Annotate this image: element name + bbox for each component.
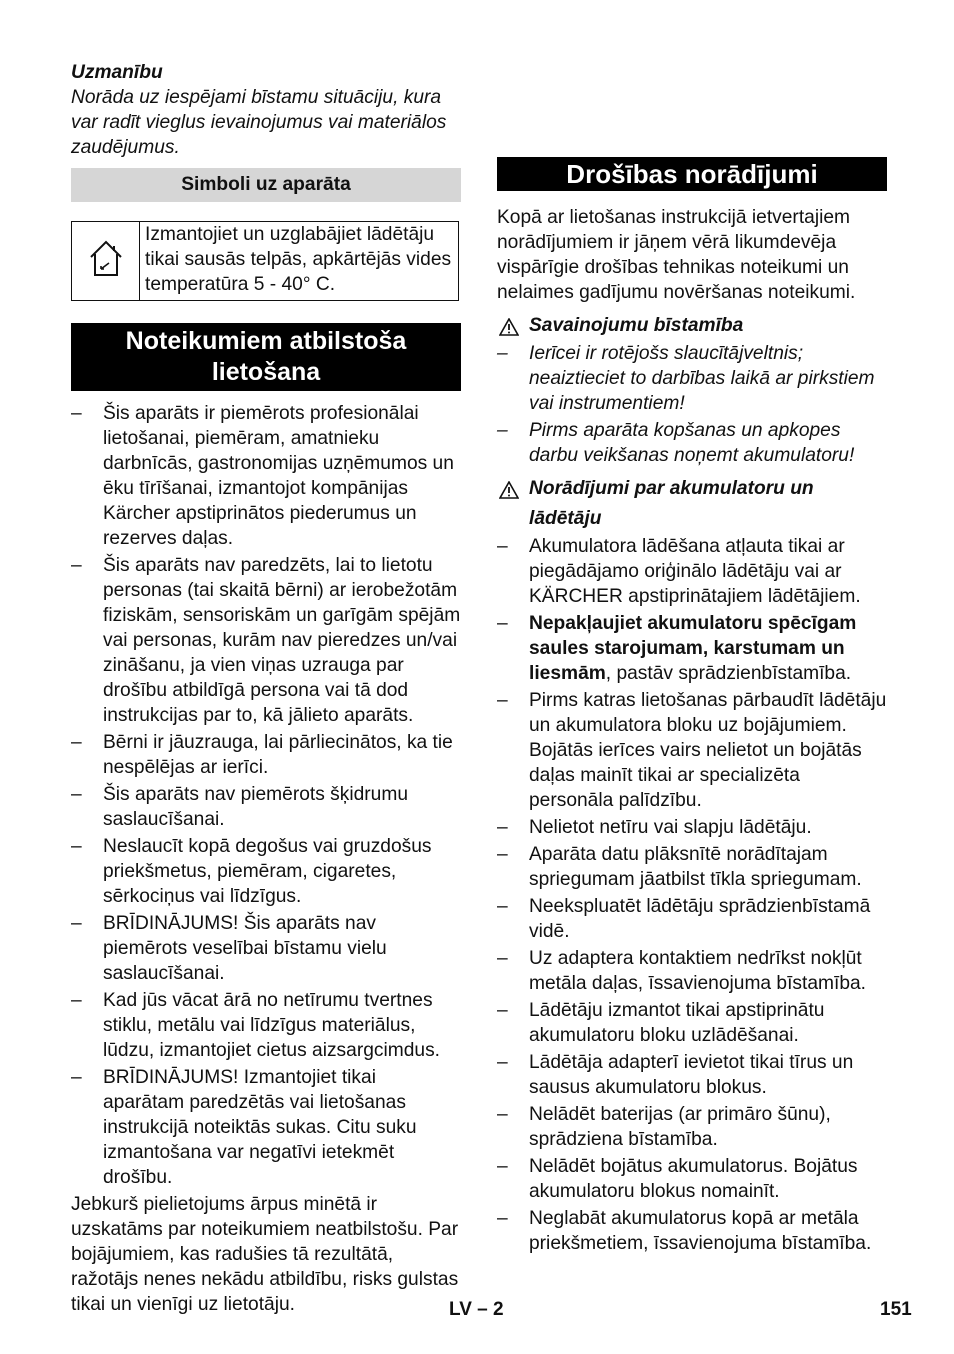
list-item: – Lādētāju izmantot tikai apstiprinātu akumulatoru bloku uzlādēšanai. xyxy=(497,1000,825,1046)
safety-heading: Drošības norādījumi xyxy=(497,157,887,191)
right-column xyxy=(497,60,887,1258)
injury-warning-heading: Savainojumu bīstamība xyxy=(497,311,887,341)
list-item: – Neslaucīt kopā degošus vai gruzdošus priekšmetus, piemēram, cigaretes, sērkociņus vai līdzīgus. xyxy=(71,836,432,907)
list-item: – BRĪDINĀJUMS! Izmantojiet tikai aparātam paredzētās vai lietošanas instrukcijā noteiktās sukas. Citu suku izmantošana var negatīvi ietekmēt drošību. xyxy=(71,1067,417,1188)
list-item: – Uz adaptera kontaktiem nedrīkst nokļūt metāla daļas, īssavienojuma bīstamība. xyxy=(497,948,867,994)
list-item: – Neekspluatēt lādētāju sprādzienbīstamā vidē. xyxy=(497,896,871,942)
list-item: – Nelādēt bojātus akumulatorus. Bojātus akumulatoru blokus nomainīt. xyxy=(497,1156,858,1202)
symbols-icon-cell xyxy=(72,222,140,301)
intended-use-closing: Jebkurš pielietojums ārpus minētā ir uzskatāms par noteikumiem neatbilstošu. Par bojājumiem, kas radušies tā rezultātā, ražotājs nenes nekādu atbildību, risks gulstas tikai un vienīgi uz lietotāju. xyxy=(71,1194,459,1315)
list-item: – Nelietot netīru vai slapju lādētāju. xyxy=(497,817,812,838)
page-number: 151 xyxy=(880,1299,912,1320)
symbols-heading: Simboli uz aparāta xyxy=(71,168,461,202)
symbols-text: Izmantojiet un uzglabājiet lādētāju tikai sausās telpās, apkārtējās vides temperatūra 5 - 40° C. xyxy=(140,222,459,301)
list-item: – Kad jūs vācat ārā no netīrumu tvertnes stiklu, metālu vai līdzīgus materiālus, lūdzu, izmantojiet cietus aizsargcimdus. xyxy=(71,990,440,1061)
list-item: – Neglabāt akumulatorus kopā ar metāla priekšmetiem, īssavienojuma bīstamība. xyxy=(497,1208,872,1254)
injury-list xyxy=(497,341,887,468)
intended-use-list xyxy=(71,401,461,1190)
list-item: – Nelādēt baterijas (ar primāro šūnu), sprādziena bīstamība. xyxy=(497,1104,831,1150)
list-item: – Lādētāja adapterī ievietot tikai tīrus un sausus akumulatoru blokus. xyxy=(497,1052,854,1098)
warning-triangle-icon xyxy=(499,479,519,509)
list-item: – Pirms aparāta kopšanas un apkopes darbu veikšanas noņemt akumulatoru! xyxy=(497,420,855,466)
intended-use-heading: Noteikumiem atbilstoša lietošana xyxy=(71,323,461,391)
footer-language-section: LV – 2 xyxy=(449,1299,504,1320)
symbols-table xyxy=(71,221,459,301)
list-item: – Šis aparāts ir piemērots profesionālai lietošanai, piemēram, amatnieku darbnīcās, gastronomijas uzņēmumos un ēku tīrīšanai, izmantojot kompānijas Kärcher apstiprinātos piederumus un rezerves daļas. xyxy=(71,403,454,549)
list-item: – Šis aparāts nav paredzēts, lai to lietotu personas (tai skaitā bērni) ar ierobežotām fiziskām, sensoriskām un garīgām spējām vai personas, kurām nav pieredzes un/vai zināšanu, ja vien viņas uzrauga par drošību atbildīgā persona vai tā dod instrukcijas par to, kā jālieto aparāts. xyxy=(71,555,461,726)
house-icon xyxy=(87,263,125,284)
list-item: – Bērni ir jāuzrauga, lai pārliecinātos, ka tie nespēlējas ar ierīci. xyxy=(71,732,453,778)
caution-title: Uzmanību xyxy=(71,62,163,83)
list-item: – Akumulatora lādēšana atļauta tikai ar piegādājamo oriģinālo lādētāju vai ar KÄRCHER apstiprinātajiem lādētājiem. xyxy=(497,536,861,607)
list-item: – Šis aparāts nav piemērots šķidrumu saslaucīšanai. xyxy=(71,784,408,830)
battery-warning-heading: Norādījumi par akumulatoru un lādētāju xyxy=(497,474,887,534)
safety-intro: Kopā ar lietošanas instrukcijā ietvertajiem norādījumiem ir jāņem vērā likumdevēja vispārīgie drošības tehnikas noteikumi un nelaimes gadījumu novēršanas noteikumi. xyxy=(497,207,856,303)
battery-list xyxy=(497,534,887,1256)
list-item: – Ierīcei ir rotējošs slaucītājveltnis; neaiztieciet to darbības laikā ar pirkstiem vai instrumentiem! xyxy=(497,343,875,414)
list-item: – Aparāta datu plāksnītē norādītajam spriegumam jāatbilst tīkla spriegumam. xyxy=(497,844,862,890)
caution-text: Norāda uz iespējami bīstamu situāciju, kura var radīt vieglus ievainojumus vai materiālos zaudējumus. xyxy=(71,87,447,158)
list-item: – Pirms katras lietošanas pārbaudīt lādētāju un akumulatora bloku uz bojājumiem. Bojātās ierīces vairs nelietot un bojātās daļas mainīt tikai ar specializēta personāla palīdzību. xyxy=(497,690,887,811)
list-item: – Nepakļaujiet akumulatoru spēcīgam saules starojumam, karstumam un liesmām, pastāv sprādzienbīstamība. xyxy=(497,613,857,684)
left-column xyxy=(71,60,461,1317)
list-item: – BRĪDINĀJUMS! Šis aparāts nav piemērots veselībai bīstamu vielu saslaucīšanai. xyxy=(71,913,387,984)
